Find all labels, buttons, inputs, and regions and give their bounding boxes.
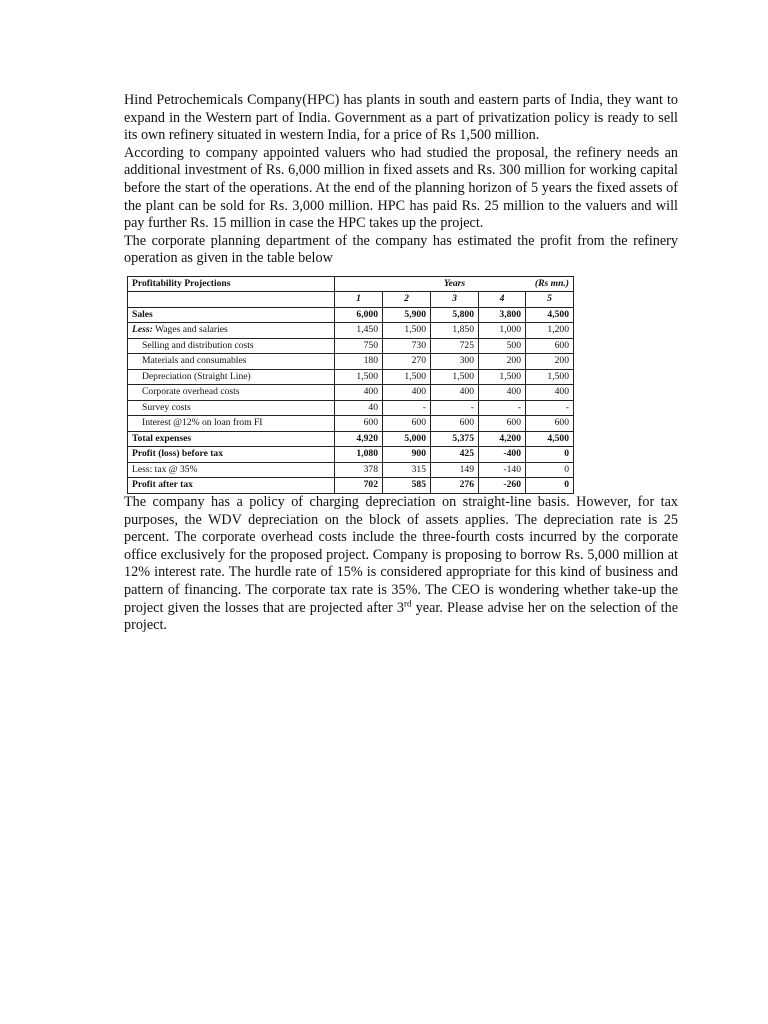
table-row: [128, 431, 574, 447]
table-row: [128, 307, 574, 323]
table-cell: 702: [335, 478, 383, 494]
table-title: Profitability Projections: [128, 276, 335, 292]
table-cell: -: [526, 400, 574, 416]
year-header-row: [128, 292, 574, 308]
table-cell: 5,800: [431, 307, 479, 323]
table-row: [128, 416, 574, 432]
table-cell: 400: [431, 385, 479, 401]
table-row: [128, 338, 574, 354]
table-cell: 600: [526, 416, 574, 432]
table-cell: 200: [526, 354, 574, 370]
profitability-table-wrapper: [127, 276, 573, 494]
year-header: 4: [479, 292, 526, 308]
table-row: [128, 369, 574, 385]
table-row: [128, 447, 574, 463]
table-cell: 425: [431, 447, 479, 463]
closing-paragraph: [124, 494, 678, 635]
units-label: (Rs mn.): [526, 276, 574, 292]
table-cell: 276: [431, 478, 479, 494]
table-cell: 900: [383, 447, 431, 463]
table-cell: 5,000: [383, 431, 431, 447]
table-cell: 1,500: [479, 369, 526, 385]
row-label: Corporate overhead costs: [128, 385, 335, 401]
row-label: Profit after tax: [128, 478, 335, 494]
less-prefix: Less:: [132, 324, 153, 336]
table-cell: 200: [479, 354, 526, 370]
row-label: Total expenses: [128, 431, 335, 447]
table-cell: 5,900: [383, 307, 431, 323]
table-cell: 600: [335, 416, 383, 432]
table-cell: -: [431, 400, 479, 416]
valuers-paragraph: According to company appointed valuers who had studied the proposal, the refinery needs an additional investment of Rs. 6,000 million in fixed assets and Rs. 300 million for working capital before the start of the operations. At the end of the planning horizon of 5 years the fixed assets of the plant can be sold for Rs. 3,000 million. HPC has paid Rs. 25 million to the valuers and will pay further Rs. 15 million in case the HPC takes up the project.: [124, 144, 678, 232]
table-cell: 270: [383, 354, 431, 370]
table-cell: 600: [383, 416, 431, 432]
table-cell: 600: [431, 416, 479, 432]
table-cell: 1,450: [335, 323, 383, 339]
table-cell: 1,500: [383, 369, 431, 385]
table-cell: -400: [479, 447, 526, 463]
row-label: [128, 323, 335, 339]
table-cell: 6,000: [335, 307, 383, 323]
table-cell: 1,200: [526, 323, 574, 339]
ordinal-superscript: rd: [404, 597, 412, 608]
table-cell: 400: [335, 385, 383, 401]
table-cell: 730: [383, 338, 431, 354]
closing-text-2: year. Please advise her on the selection of the project.: [124, 599, 678, 634]
table-cell: 0: [526, 447, 574, 463]
table-cell: 300: [431, 354, 479, 370]
table-cell: 1,500: [431, 369, 479, 385]
table-cell: 1,500: [526, 369, 574, 385]
table-row: [128, 385, 574, 401]
table-cell: 600: [526, 338, 574, 354]
table-cell: -: [479, 400, 526, 416]
table-cell: -: [383, 400, 431, 416]
table-cell: 725: [431, 338, 479, 354]
table-cell: 1,500: [335, 369, 383, 385]
row-label-text: Wages and salaries: [155, 324, 228, 336]
table-row: [128, 323, 574, 339]
table-cell: 1,080: [335, 447, 383, 463]
years-label: Years: [431, 276, 479, 292]
table-cell: 4,500: [526, 431, 574, 447]
table-row: [128, 354, 574, 370]
closing-text-1: The company has a policy of charging depreciation on straight-line basis. However, for tax purposes, the WDV depreciation on the block of assets applies. The depreciation rate is 25 percent. The corporate overhead costs include the three-fourth costs incurred by the corporate office exclusively for the proposed project. Company is proposing to borrow Rs. 5,000 million at 12% interest rate. The hurdle rate of 15% is considered appropriate for this kind of business and pattern of financing. The corporate tax rate is 35%. The CEO is wondering whether take-up the project given the losses that are projected after 3: [124, 493, 678, 616]
table-cell: 400: [479, 385, 526, 401]
table-row: [128, 462, 574, 478]
table-cell: 378: [335, 462, 383, 478]
table-cell: 315: [383, 462, 431, 478]
table-cell: -140: [479, 462, 526, 478]
intro-paragraph: Hind Petrochemicals Company(HPC) has plants in south and eastern parts of India, they want to expand in the Western part of India. Government as a part of privatization policy is ready to sell its own refinery situated in western India, for a price of Rs 1,500 million.: [124, 92, 678, 144]
row-label: Less: tax @ 35%: [128, 462, 335, 478]
table-cell: 585: [383, 478, 431, 494]
table-cell: 1,850: [431, 323, 479, 339]
row-label: Depreciation (Straight Line): [128, 369, 335, 385]
table-cell: 1,500: [383, 323, 431, 339]
planning-paragraph: The corporate planning department of the company has estimated the profit from the refinery operation as given in the table below: [124, 232, 678, 267]
year-header: 1: [335, 292, 383, 308]
table-cell: 149: [431, 462, 479, 478]
row-label: Profit (loss) before tax: [128, 447, 335, 463]
table-cell: -260: [479, 478, 526, 494]
table-row: [128, 400, 574, 416]
table-cell: 0: [526, 462, 574, 478]
table-cell: 400: [383, 385, 431, 401]
table-cell: 5,375: [431, 431, 479, 447]
table-cell: 40: [335, 400, 383, 416]
table-cell: 4,500: [526, 307, 574, 323]
document-page: [124, 92, 678, 635]
table-cell: 4,920: [335, 431, 383, 447]
row-label: Materials and consumables: [128, 354, 335, 370]
table-cell: 4,200: [479, 431, 526, 447]
row-label: Interest @12% on loan from FI: [128, 416, 335, 432]
table-cell: 750: [335, 338, 383, 354]
table-cell: 0: [526, 478, 574, 494]
year-header: 5: [526, 292, 574, 308]
row-label: Survey costs: [128, 400, 335, 416]
row-label: Selling and distribution costs: [128, 338, 335, 354]
year-header: 2: [383, 292, 431, 308]
year-header: 3: [431, 292, 479, 308]
table-header-row: [128, 276, 574, 292]
row-label: Sales: [128, 307, 335, 323]
table-cell: 400: [526, 385, 574, 401]
table-cell: 180: [335, 354, 383, 370]
table-cell: 1,000: [479, 323, 526, 339]
table-cell: 500: [479, 338, 526, 354]
table-row: [128, 478, 574, 494]
table-cell: 600: [479, 416, 526, 432]
profitability-table: [127, 276, 574, 494]
table-cell: 3,800: [479, 307, 526, 323]
